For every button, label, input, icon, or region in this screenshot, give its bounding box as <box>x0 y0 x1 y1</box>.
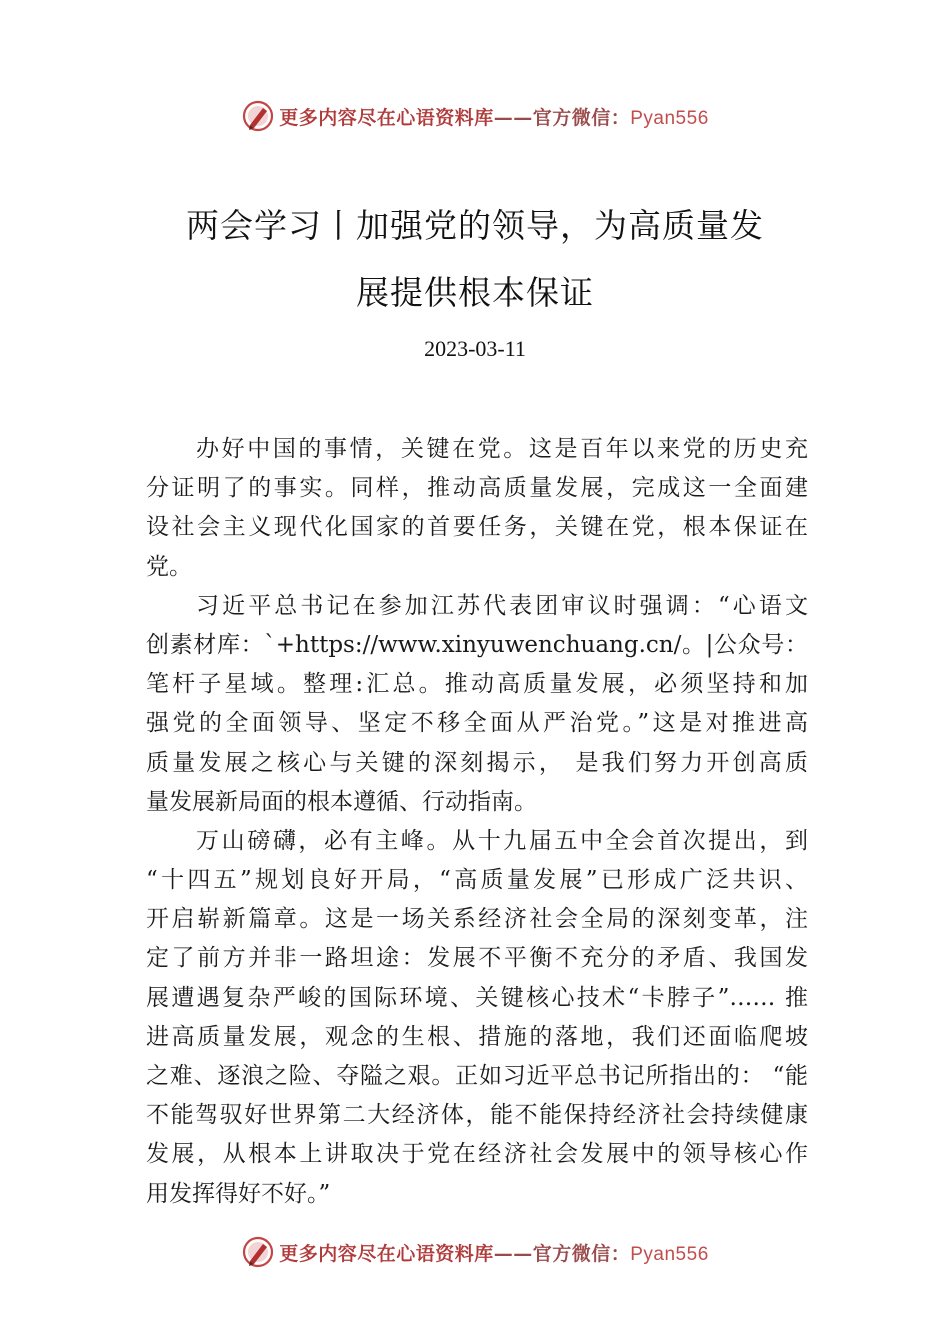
text-line: 创素材库：`+https://www.xinyuwenchuang.cn/。|公众号： <box>146 631 808 658</box>
text-line: 强党的全面领导、坚定不移全面从严治党。”这是对推进高 <box>146 710 808 737</box>
text-line: 办好中国的事情，关键在党。这是百年以来党的历史充 <box>196 436 808 462</box>
text-line: 万山磅礴，必有主峰。从十九届五中全会首次提出，到 <box>196 827 808 854</box>
text-line: 之难、逐浪之险、夺隘之艰。正如习近平总书记所指出的： “能 <box>146 1063 808 1089</box>
text-line: 习近平总书记在参加江苏代表团审议时强调：“心语文 <box>196 592 808 619</box>
pen-logo-icon <box>241 1235 275 1269</box>
watermark-header <box>0 96 950 136</box>
article-title-line-2: 展提供根本保证 <box>356 273 594 312</box>
paragraph <box>146 430 808 587</box>
text-line: 分证明了的事实。同样，推动高质量发展，完成这一全面建 <box>146 475 808 502</box>
article-title-line-1: 两会学习丨加强党的领导，为高质量发 <box>186 206 764 245</box>
paragraph <box>146 587 808 822</box>
text-line: 量发展新局面的根本遵循、行动指南。 <box>146 788 537 815</box>
text-line: 定了前方并非一路坦途：发展不平衡不充分的矛盾、我国发 <box>146 945 808 972</box>
article-body <box>146 430 808 1214</box>
text-line: “十四五”规划良好开局，“高质量发展”已形成广泛共识、 <box>146 867 808 894</box>
watermark-text: 更多内容尽在心语资料库——官方微信：Pyan556 <box>279 1242 709 1265</box>
text-line: 党。 <box>146 553 192 580</box>
watermark-text: 更多内容尽在心语资料库——官方微信：Pyan556 <box>279 106 709 129</box>
text-line: 开启崭新篇章。这是一场关系经济社会全局的深刻变革，注 <box>146 906 808 933</box>
text-line: 进高质量发展，观念的生根、措施的落地，我们还面临爬坡 <box>146 1023 808 1050</box>
watermark-footer <box>0 1232 950 1272</box>
text-line: 笔杆子星域。整理:汇总。推动高质量发展，必须坚持和加 <box>146 671 808 698</box>
text-line: 用发挥得好不好。” <box>146 1180 331 1207</box>
text-line: 不能驾驭好世界第二大经济体，能不能保持经济社会持续健康 <box>146 1102 808 1129</box>
text-line: 发展，从根本上讲取决于党在经济社会发展中的领导核心作 <box>146 1141 808 1168</box>
text-line: 展遭遇复杂严峻的国际环境、关键核心技术“卡脖子”…… 推 <box>146 984 808 1011</box>
article-date: 2023-03-11 <box>424 336 526 361</box>
text-line: 设社会主义现代化国家的首要任务，关键在党，根本保证在 <box>146 514 808 541</box>
paragraph <box>146 822 808 1214</box>
pen-logo-icon <box>241 99 275 133</box>
text-line: 质量发展之核心与关键的深刻揭示， 是我们努力开创高质 <box>146 749 808 776</box>
